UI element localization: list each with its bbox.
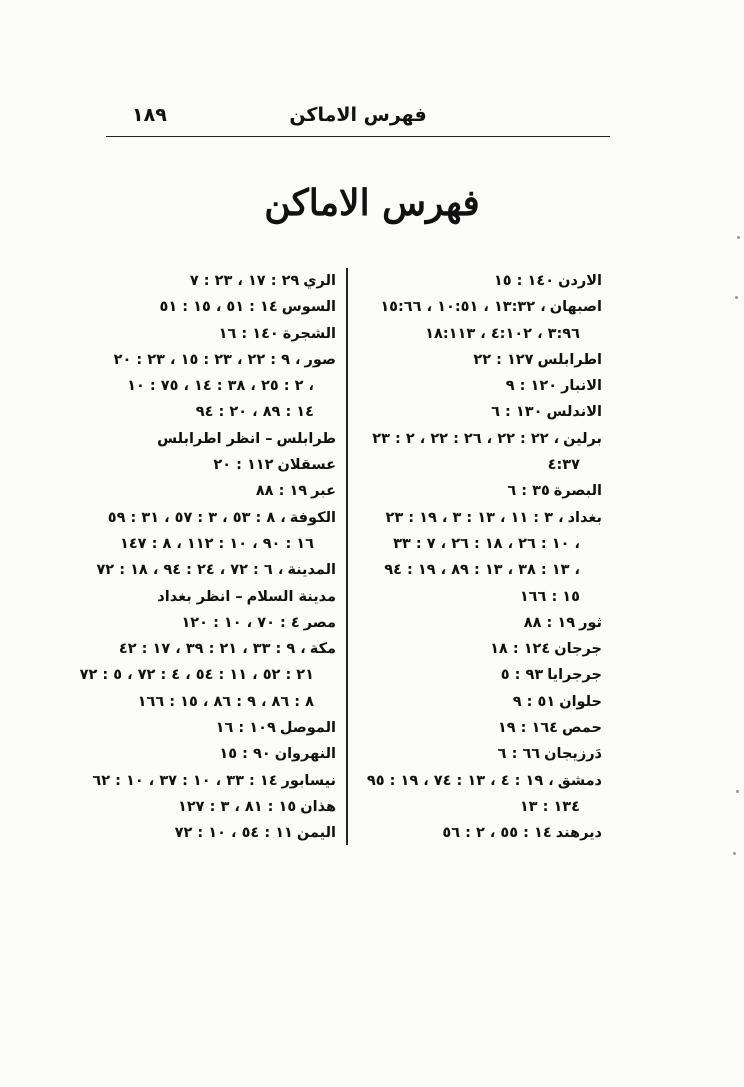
index-entry: [356, 373, 602, 399]
page-references: ١٩ : ٨٨: [523, 614, 576, 631]
place-name: دَرزيجان: [544, 746, 602, 763]
index-entry: [356, 610, 602, 636]
index-entry: [356, 820, 602, 846]
place-name: مصر: [303, 614, 336, 631]
index-entry: [96, 557, 336, 583]
page-references: ١٤ : ٥١ ، ١٥ : ٥١: [159, 299, 278, 316]
index-entry: [356, 689, 602, 715]
page-references: ١٣٤ : ١٣: [519, 798, 580, 815]
page-references: ٦ : ٧٢ ، ٢٤ : ٩٤ ، ١٨ : ٧٢ ،: [96, 562, 284, 579]
index-entry-continuation: [96, 373, 336, 399]
place-name: الشجرة: [282, 325, 336, 342]
place-name: جرجرايا: [547, 667, 602, 684]
index-entry: [356, 636, 602, 662]
page-references: ١٤ : ٥٥ ، ٢ : ٥٦: [442, 825, 552, 842]
page-references: ٩٠ : ١٥: [219, 746, 271, 763]
place-name: البصرة: [553, 483, 602, 500]
index-entry-continuation: [356, 452, 602, 478]
place-name: الاندلس: [546, 404, 602, 421]
place-name: اطرابلس: [537, 351, 602, 368]
place-name: ثور: [579, 614, 602, 631]
index-entry: [96, 268, 336, 294]
page-references: ٢٩ : ١٧ ، ٢٣ : ٧: [189, 273, 300, 289]
place-name: الاردن: [558, 273, 602, 289]
page-references: ١٥ : ٨١ ، ٣ : ١٢٧: [177, 798, 297, 815]
index-column-right: [356, 268, 602, 847]
page-references: ١٤ : ٨٩ ، ٢٠ : ٩٤: [195, 404, 314, 421]
page-references: ٨ : ٥٣ ، ٣ : ٥٧ ، ٣١ : ٥٩ ،: [107, 509, 286, 526]
page-references: ١٠ : ٢٦ ، ١٨ : ٢٦ ، ٧ : ٣٣ ،: [393, 535, 580, 552]
page-references: ١٩ : ٤ ، ١٣ : ٧٤ ، ١٩ : ٩٥ ،: [366, 772, 554, 789]
index-entry: [96, 347, 336, 373]
page-references: ٩ : ٢٢ ، ٢٣ : ١٥ ، ٢٣ : ٢٠ ،: [113, 351, 301, 368]
column-divider: [346, 268, 348, 845]
page-references: ١٣٠ : ٦: [491, 404, 543, 421]
place-name: الموصل: [279, 720, 336, 737]
place-name: هذان: [300, 798, 336, 815]
page-number: ١٨٩: [132, 104, 167, 126]
place-name: الري: [303, 273, 336, 289]
scan-speck: [735, 296, 738, 299]
index-entry: [96, 715, 336, 741]
place-name: الانبار: [561, 378, 602, 395]
scan-speck: [737, 236, 740, 239]
index-entry: [356, 399, 602, 425]
index-entry: [356, 294, 602, 320]
place-name: حلوان: [559, 693, 602, 710]
index-entry: [96, 505, 336, 531]
page-references: ٨ : ٨٦ ، ٩ : ٨٦ ، ١٥ : ١٦٦: [137, 693, 314, 710]
place-name: السوس: [281, 299, 336, 316]
place-name: حمص: [562, 720, 602, 737]
place-name: بغداد: [567, 509, 602, 526]
index-entry-continuation: [356, 584, 602, 610]
page-references: ١٤٠ : ١٥: [493, 273, 555, 289]
page-references: ١١٢ : ٢٠: [213, 457, 274, 474]
page-references: ٣:٩٦ ، ٤:١٠٢ ، ١٨:١١٣: [425, 325, 580, 342]
place-name: برلين: [563, 430, 602, 447]
index-entry: [356, 741, 602, 767]
index-entry: [356, 347, 602, 373]
index-entry: [96, 610, 336, 636]
page-references: ٤ : ٧٠ ، ١٠ : ١٢٠: [181, 614, 300, 631]
index-entry-continuation: [96, 399, 336, 425]
page-references: ١٤ : ٣٣ ، ١٠ : ٣٧ ، ١٠ : ٦٢: [92, 772, 278, 789]
place-name: دمشق: [557, 772, 602, 789]
index-entry: [96, 426, 336, 452]
index-entry-continuation: [356, 321, 602, 347]
index-entry: [356, 662, 602, 688]
page-references: ١٦ : ٩٠ ، ١٠ : ١١٢ ، ٨ : ١٤٧: [119, 535, 314, 552]
page-references: ١٣ : ٣٨ ، ١٣ : ٨٩ ، ١٩ : ٩٤ ،: [384, 562, 580, 579]
page-references: ٥١ : ٩: [512, 693, 556, 710]
place-name: جرجان: [554, 641, 602, 658]
page-references: ٢١ : ٥٢ ، ١١ : ٥٤ ، ٤ : ٧٢ ، ٥ : ٧٢: [79, 667, 314, 684]
place-name: النهروان: [274, 746, 336, 763]
page-references: ١٤٠ : ١٦: [218, 325, 279, 342]
scan-speck: [736, 790, 739, 793]
place-name: طرابلس: [276, 430, 336, 447]
index-entry: [96, 321, 336, 347]
page-references: – انظر بغداد: [157, 588, 243, 605]
running-head: [106, 102, 610, 134]
index-entry: [356, 505, 602, 531]
page-references: ١٢٠ : ٩: [505, 378, 558, 395]
page-references: ١٢٧ : ٢٢: [473, 351, 534, 368]
scan-speck: [733, 852, 736, 855]
index-entry: [96, 741, 336, 767]
index-entry-continuation: [356, 794, 602, 820]
index-entry: [356, 426, 602, 452]
place-name: عبر: [311, 483, 336, 500]
place-name: اصبهان: [549, 299, 602, 316]
place-name: صور: [304, 351, 336, 368]
page-references: ٣٥ : ٦: [507, 483, 550, 500]
index-entry-continuation: [356, 531, 602, 557]
index-entry: [96, 584, 336, 610]
page-title: فهرس الاماكن: [264, 182, 480, 224]
page-references: ١١ : ٥٤ ، ١٠ : ٧٢: [174, 825, 293, 842]
index-entry: [96, 636, 336, 662]
index-entry: [96, 794, 336, 820]
index-entry: [356, 768, 602, 794]
index-entry: [96, 452, 336, 478]
place-name: الكوفة: [289, 509, 336, 526]
header-rule: [106, 136, 610, 137]
page-references: ٢ : ٢٥ ، ٣٨ : ١٤ ، ٧٥ : ١٠ ،: [127, 378, 314, 395]
page-references: ٢٢ : ٢٢ ، ٢٦ : ٢٢ ، ٢ : ٢٣ ،: [372, 430, 560, 447]
index-entry-continuation: [96, 531, 336, 557]
index-entry-continuation: [356, 557, 602, 583]
index-column-left: [79, 268, 336, 847]
place-name: اليمن: [296, 825, 336, 842]
place-name: مكة: [309, 641, 336, 658]
running-title: فهرس الاماكن: [289, 104, 427, 126]
place-name: عسقلان: [277, 457, 336, 474]
index-entry: [92, 768, 336, 794]
page-references: ١٥ : ١٦٦: [519, 588, 580, 605]
place-name: ديرهند: [555, 825, 602, 842]
page-references: ١٢٤ : ١٨: [490, 641, 551, 658]
index-entry-continuation: [96, 689, 336, 715]
page-references: ٤:٣٧: [547, 457, 580, 474]
page-references: ٦٦ : ٦: [497, 746, 541, 763]
index-entry: [356, 478, 602, 504]
page-references: ١٩ : ٨٨: [255, 483, 308, 500]
page-references: ١٠٩ : ١٦: [215, 720, 276, 737]
index-entry-continuation: [79, 662, 336, 688]
page-references: ٩ : ٣٣ ، ٢١ : ٣٩ ، ١٧ : ٤٢ ،: [118, 641, 306, 658]
page-references: ٩٣ : ٥: [500, 667, 544, 684]
place-name: مدينة السلام: [246, 588, 336, 605]
page-references: ١٦٤ : ١٩: [497, 720, 559, 737]
place-name: المدينة: [287, 562, 336, 579]
index-entry: [356, 715, 602, 741]
place-name: نيسابور: [281, 772, 336, 789]
index-entry: [96, 294, 336, 320]
index-entry: [96, 820, 336, 846]
page-references: ٣ : ١١ ، ١٣ : ٣ ، ١٩ : ٢٣ ،: [385, 509, 564, 526]
page-references: – انظر اطرابلس: [157, 430, 273, 447]
index-entry: [96, 478, 336, 504]
page-references: ١٣:٣٢ ، ١٠:٥١ ، ١٥:٦٦ ،: [380, 299, 546, 316]
index-entry: [356, 268, 602, 294]
